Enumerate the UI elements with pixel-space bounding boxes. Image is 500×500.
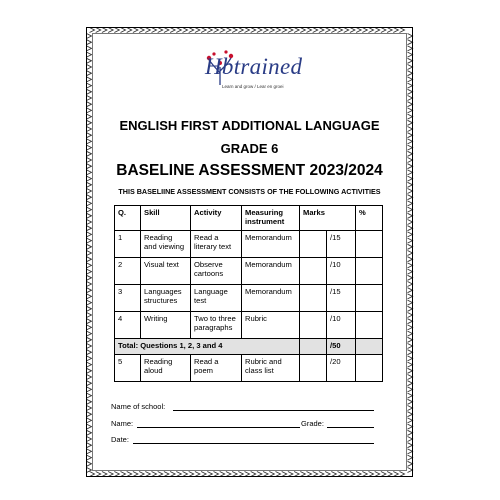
- cell-activity: Read a literary text: [191, 231, 242, 258]
- assessment-title: BASELINE ASSESSMENT 2023/2024: [116, 162, 383, 179]
- cell-q: 2: [115, 258, 141, 285]
- cell-q: 1: [115, 231, 141, 258]
- header-q: Q.: [115, 206, 141, 231]
- cell-score[interactable]: [300, 285, 327, 312]
- cell-score[interactable]: [300, 258, 327, 285]
- cell-skill: Visual text: [141, 258, 191, 285]
- activities-subtitle: THIS BASELIINE ASSESSMENT CONSISTS OF THE FOLLOWING ACTIVITIES: [118, 187, 381, 196]
- cell-skill: Reading aloud: [141, 355, 191, 382]
- header-skill: Skill: [141, 206, 191, 231]
- cell-score[interactable]: [300, 231, 327, 258]
- cell-marks: /10: [327, 258, 356, 285]
- cell-marks: /15: [327, 231, 356, 258]
- grade-label: Grade:: [301, 419, 324, 428]
- cell-instrument: Rubric and class list: [242, 355, 300, 382]
- cell-activity: Observe cartoons: [191, 258, 242, 285]
- cell-q: 3: [115, 285, 141, 312]
- cell-activity: Two to three paragraphs: [191, 312, 242, 339]
- name-field[interactable]: [137, 427, 300, 428]
- subject-title: ENGLISH FIRST ADDITIONAL LANGUAGE: [119, 118, 380, 133]
- header-instrument: Measuring instrument: [242, 206, 300, 231]
- total-score[interactable]: [300, 339, 327, 355]
- cell-score[interactable]: [300, 355, 327, 382]
- table-row: [115, 312, 383, 339]
- header-percent: %: [356, 206, 383, 231]
- date-field[interactable]: [133, 443, 374, 444]
- cell-activity: Read a poem: [191, 355, 242, 382]
- grade-field[interactable]: [327, 427, 374, 428]
- table-row: [115, 285, 383, 312]
- total-row: [115, 339, 383, 355]
- cell-instrument: Memorandum: [242, 231, 300, 258]
- logo-tagline: Learn and grow / Lear en groei: [222, 84, 284, 89]
- cell-q: 4: [115, 312, 141, 339]
- header-marks: Marks: [300, 206, 356, 231]
- table-row: [115, 355, 383, 382]
- grade-title: GRADE 6: [220, 141, 279, 156]
- total-marks: /50: [327, 339, 356, 355]
- school-label: Name of school:: [111, 402, 166, 411]
- cell-percent[interactable]: [356, 285, 383, 312]
- cell-score[interactable]: [300, 312, 327, 339]
- table-row: [115, 258, 383, 285]
- cell-percent[interactable]: [356, 258, 383, 285]
- activities-table: [114, 205, 383, 382]
- cell-percent[interactable]: [356, 312, 383, 339]
- cell-marks: /15: [327, 285, 356, 312]
- cell-skill: Writing: [141, 312, 191, 339]
- cell-skill: Reading and viewing: [141, 231, 191, 258]
- cell-marks: /20: [327, 355, 356, 382]
- cell-percent[interactable]: [356, 355, 383, 382]
- date-label: Date:: [111, 435, 129, 444]
- cell-marks: /10: [327, 312, 356, 339]
- logo-wordmark: Hbtrained: [205, 54, 303, 79]
- cell-activity: Language test: [191, 285, 242, 312]
- total-label: Total: Questions 1, 2, 3 and 4: [115, 339, 300, 355]
- cell-skill: Languages structures: [141, 285, 191, 312]
- cell-q: 5: [115, 355, 141, 382]
- cell-instrument: Memorandum: [242, 258, 300, 285]
- table-header-row: [115, 206, 383, 231]
- cell-instrument: Rubric: [242, 312, 300, 339]
- school-field[interactable]: [173, 410, 374, 411]
- total-percent[interactable]: [356, 339, 383, 355]
- cell-instrument: Memorandum: [242, 285, 300, 312]
- header-activity: Activity: [191, 206, 242, 231]
- name-label: Name:: [111, 419, 134, 428]
- cell-percent[interactable]: [356, 231, 383, 258]
- table-row: [115, 231, 383, 258]
